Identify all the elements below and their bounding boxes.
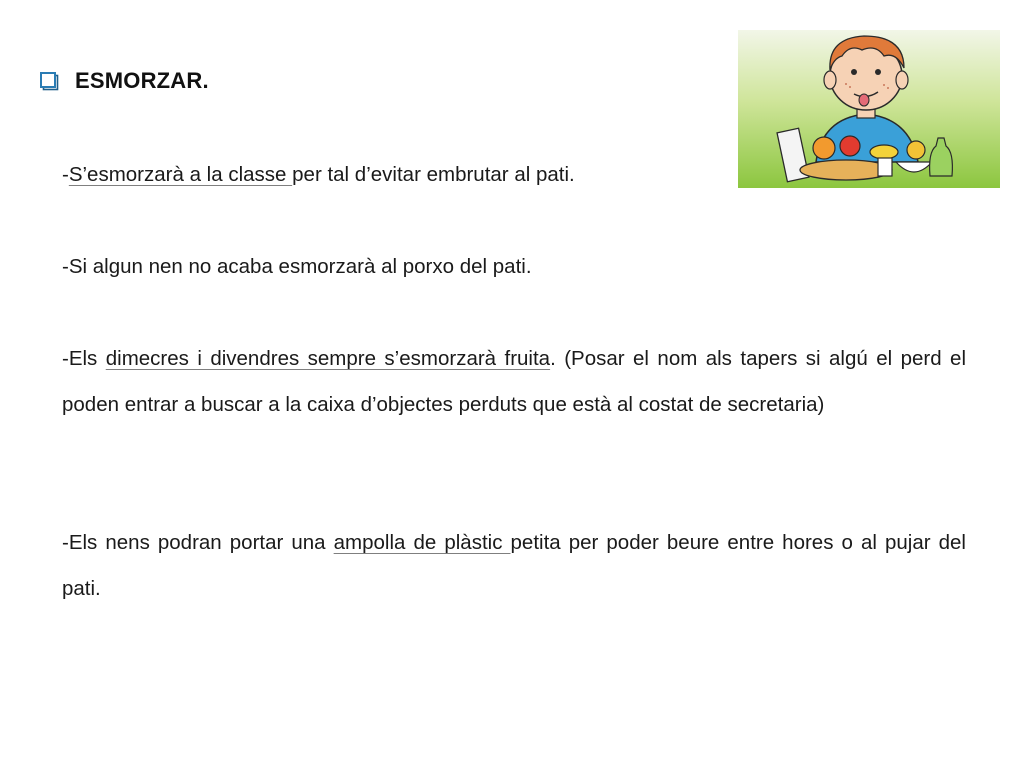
square-bullet-icon <box>40 72 59 91</box>
paragraph-4-underlined: ampolla de plàstic <box>333 531 511 554</box>
paragraph-1 <box>62 152 966 198</box>
paragraph-3-underlined: dimecres i divendres sempre s’esmorzarà fruita <box>105 347 551 370</box>
paragraph-4-suffix: petita per poder beure entre hores o al pujar del pati. <box>62 531 966 600</box>
slide-title: ESMORZAR. <box>75 68 209 93</box>
paragraph-3-prefix: -Els <box>62 347 106 370</box>
paragraph-1-prefix: - <box>62 163 69 186</box>
paragraph-4 <box>62 520 966 612</box>
paragraph-1-suffix: per tal d’evitar embrutar al pati. <box>292 163 575 186</box>
paragraph-3-suffix: . (Posar el nom als tapers si algú el perd el poden entrar a buscar a la caixa d’objectes perduts que està al costat de secretaria) <box>62 347 967 416</box>
paragraph-1-underlined: S’esmorzarà a la classe <box>68 163 293 186</box>
paragraph-3 <box>62 336 966 428</box>
paragraph-4-prefix: -Els nens podran portar una <box>62 531 334 554</box>
paragraph-2 <box>62 244 966 290</box>
paragraph-2-text: -Si algun nen no acaba esmorzarà al porxo del pati. <box>62 255 532 278</box>
title-row <box>40 64 209 98</box>
